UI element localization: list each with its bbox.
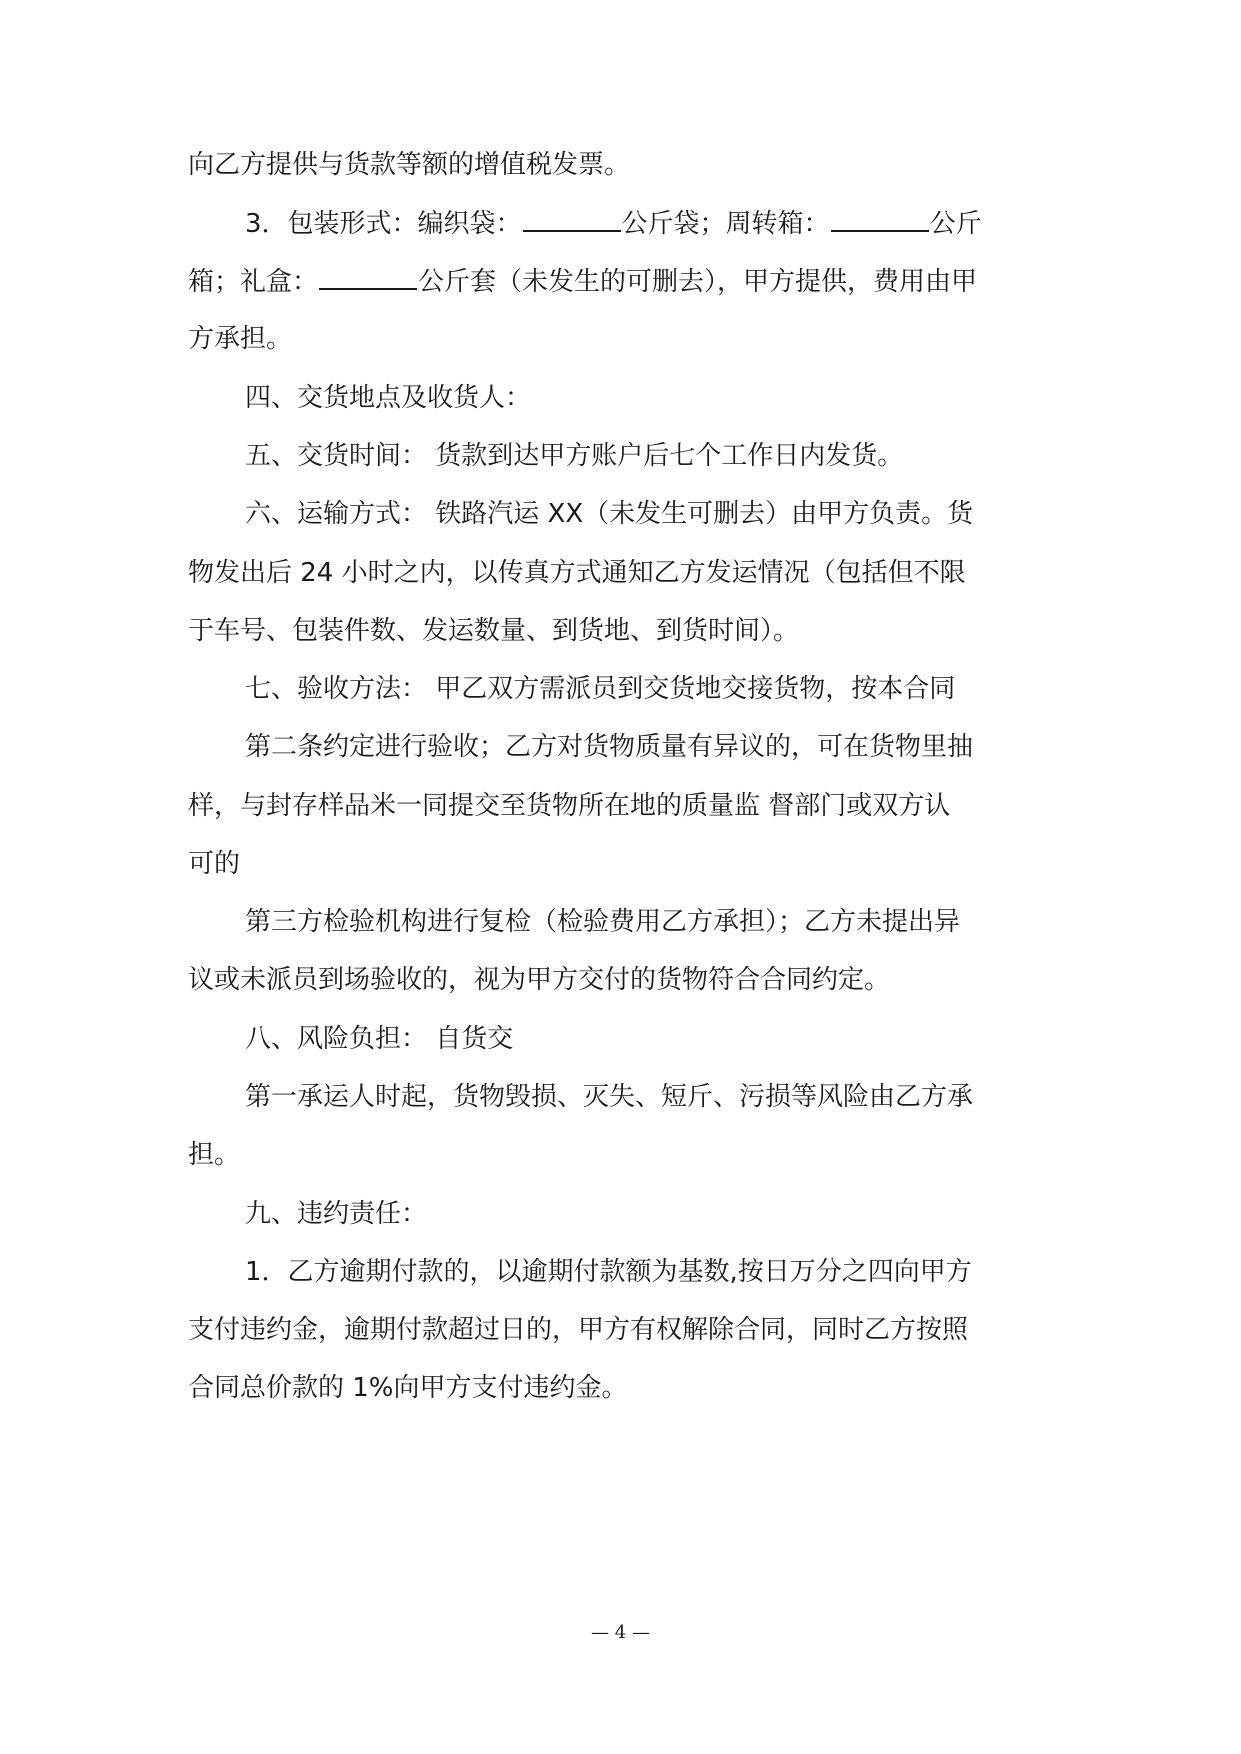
- paragraph-line: 合同总价款的 1%向甲方支付违约金。: [188, 1373, 628, 1403]
- packaging-text: 公斤袋；周转箱：: [621, 209, 830, 239]
- paragraph-line: 方承担。: [188, 324, 293, 354]
- paragraph-line: 向乙方提供与货款等额的增值税发票。: [188, 150, 631, 180]
- blank-field-box: [831, 206, 929, 232]
- section-transport: 六、运输方式： 铁路汽运 XX（未发生可删去）由甲方负责。货: [245, 499, 974, 529]
- section-heading-liability: 九、违约责任：: [245, 1199, 428, 1229]
- packaging-text-3: 公斤套（未发生的可删去），甲方提供，费用由甲: [418, 267, 978, 297]
- packaging-unit: 公斤: [929, 209, 982, 239]
- packaging-line: [245, 206, 982, 241]
- paragraph-line: 样，与封存样品米一同提交至货物所在地的质量监 督部门或双方认: [188, 791, 951, 821]
- section-acceptance: 七、验收方法： 甲乙双方需派员到交货地交接货物，按本合同: [245, 674, 956, 704]
- paragraph-line: 第三方检验机构进行复检（检验费用乙方承担）；乙方未提出异: [245, 907, 961, 937]
- section-heading-delivery-place: 四、交货地点及收货人：: [245, 383, 532, 413]
- paragraph-line: 可的: [188, 849, 241, 879]
- packaging-line-2: [188, 264, 977, 299]
- blank-field-giftbox: [319, 264, 417, 290]
- packaging-label: 3．包装形式：编织袋：: [245, 209, 522, 239]
- paragraph-line: 议或未派员到场验收的，视为甲方交付的货物符合合同约定。: [188, 965, 891, 995]
- paragraph-line: 第一承运人时起，货物毁损、灭失、短斤、污损等风险由乙方承: [245, 1082, 974, 1112]
- paragraph-line: 担。: [188, 1140, 241, 1170]
- paragraph-line: 物发出后 24 小时之内，以传真方式通知乙方发运情况（包括但不限: [188, 558, 966, 588]
- section-risk: 八、风险负担： 自货交: [245, 1024, 514, 1054]
- clause-late-payment: 1．乙方逾期付款的，以逾期付款额为基数,按日万分之四向甲方: [245, 1257, 972, 1287]
- paragraph-line: 第二条约定进行验收；乙方对货物质量有异议的，可在货物里抽: [245, 732, 974, 762]
- paragraph-line: 于车号、包装件数、发运数量、到货地、到货时间）。: [188, 616, 800, 646]
- packaging-text-2: 箱；礼盒：: [188, 267, 319, 297]
- section-delivery-time: 五、交货时间： 货款到达甲方账户后七个工作日内发货。: [245, 441, 904, 471]
- paragraph-line: 支付违约金，逾期付款超过日的，甲方有权解除合同，同时乙方按照: [188, 1315, 969, 1345]
- blank-field-bag: [523, 206, 621, 232]
- page-number: — 4 —: [591, 1622, 650, 1643]
